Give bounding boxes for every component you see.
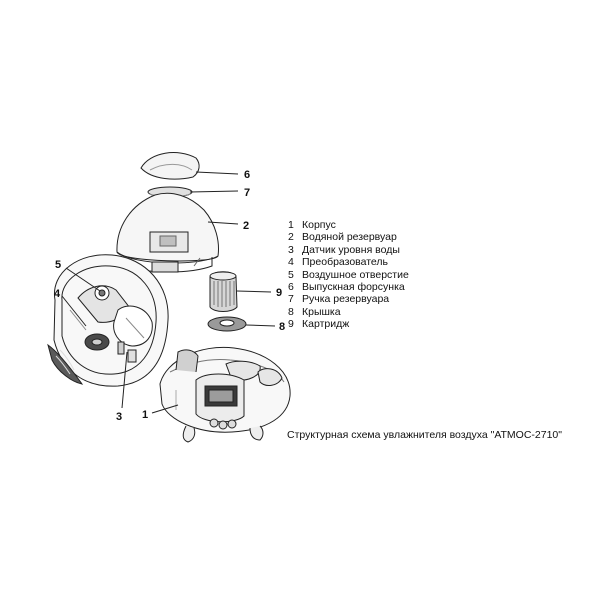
legend-label: Преобразователь [302,256,389,269]
legend-item [288,293,409,305]
legend-label: Корпус [302,219,336,231]
legend-label: Датчик уровня воды [302,243,400,256]
legend-item [288,269,409,281]
legend-number: 5 [288,268,294,281]
callout-1: 1 [142,409,149,421]
legend-item [288,231,409,243]
legend-item [288,256,409,268]
legend-number: 9 [288,318,294,331]
callout-2: 2 [243,220,250,232]
legend-number: 1 [288,219,294,231]
legend-item [288,281,409,293]
base-top-view-illustration [48,255,168,386]
legend-label: Ручка резервуара [302,293,390,306]
legend-number: 4 [288,256,294,269]
legend-label: Крышка [302,305,341,318]
legend-item [288,306,409,318]
legend-number: 6 [288,281,294,294]
legend-label: Картридж [302,318,350,331]
callout-7: 7 [244,187,251,199]
legend-number: 8 [288,305,294,318]
legend-label: Выпускная форсунка [302,281,405,294]
outlet-nozzle-illustration [141,153,199,180]
legend-number: 7 [288,293,294,306]
legend-item [288,244,409,256]
parts-legend [288,219,409,331]
cover-ring-illustration [208,317,246,331]
callout-8: 8 [279,321,286,333]
legend-item [288,318,409,330]
callout-4: 4 [54,288,61,300]
callout-9: 9 [276,287,283,299]
diagram-caption: Структурная схема увлажнителя воздуха "АТМОС-2710" [287,429,562,441]
legend-label: Воздушное отверстие [302,268,409,281]
cartridge-illustration [210,272,237,312]
housing-body-illustration [160,347,290,442]
legend-label: Водяной резервуар [302,231,397,244]
callout-6: 6 [244,169,251,181]
callout-3: 3 [116,411,123,423]
legend-number: 3 [288,243,294,256]
legend-item [288,219,409,231]
callout-5: 5 [55,259,62,271]
legend-number: 2 [288,231,294,244]
